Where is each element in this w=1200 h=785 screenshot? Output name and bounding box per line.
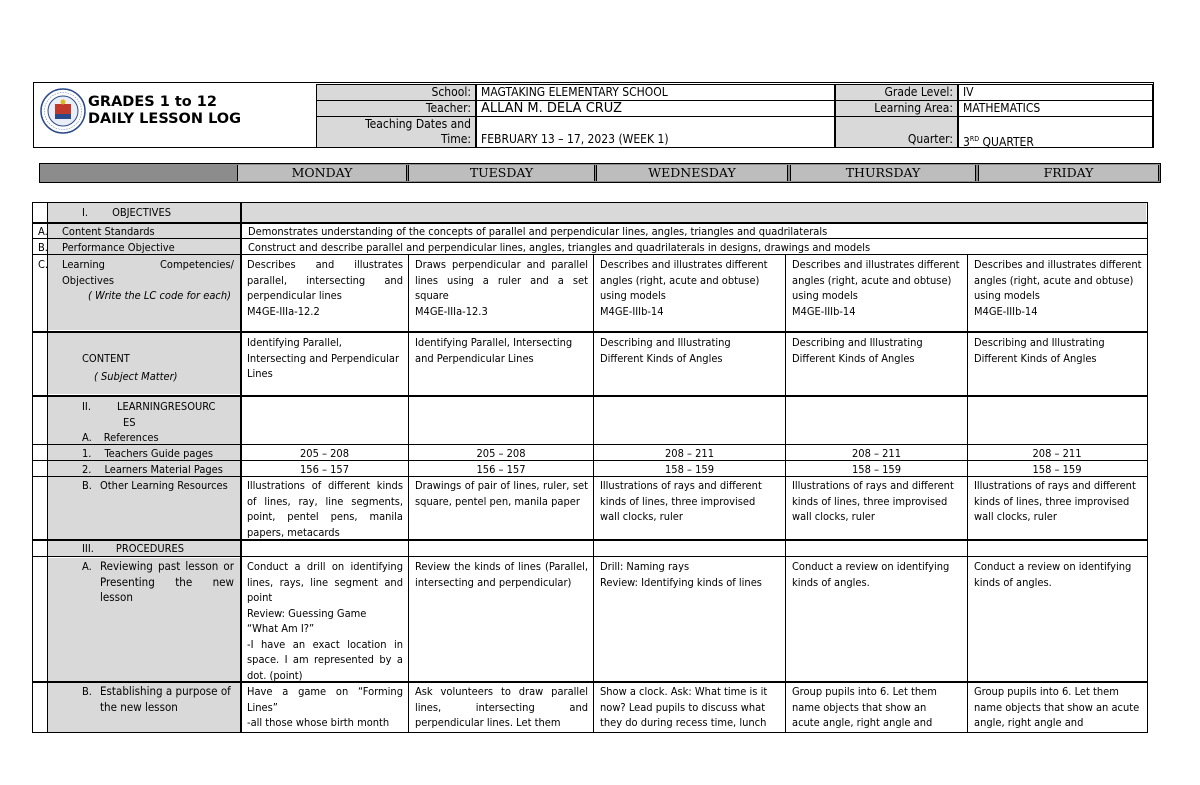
lm-wednesday: 158 – 159 bbox=[664, 463, 714, 476]
tg-friday: 208 – 211 bbox=[1032, 447, 1082, 460]
procedures-label: PROCEDURES bbox=[115, 542, 184, 555]
resources-label-cont: ES bbox=[123, 415, 136, 429]
competencies-note: ( Write the LC code for each) bbox=[88, 289, 231, 302]
competency-code: M4GE-IIIb-14 bbox=[792, 304, 856, 318]
purpose-tuesday: Ask volunteers to draw parallel lines, intersecting and perpendicular lines. Let them bbox=[415, 685, 588, 729]
resources-num: II. bbox=[82, 400, 91, 413]
procedures-heading bbox=[78, 540, 238, 558]
references-label: References bbox=[103, 431, 159, 444]
quarter-number: 3 bbox=[963, 135, 970, 149]
deped-seal-icon bbox=[40, 88, 86, 134]
review-friday: Conduct a review on identifying kinds of angles. bbox=[974, 560, 1132, 589]
competency-text: Describes and illustrates different angles (right, acute and obtuse) using models bbox=[792, 258, 960, 302]
review-monday: Conduct a drill on identifying lines, rays, line segment and point Review: Guessing Game “What Am I?” -I have an exact location in space. I am represented by a dot. (point) bbox=[247, 560, 403, 682]
purpose-monday: Have a game on “Forming Lines” -all those whose birth month bbox=[247, 685, 403, 729]
objectives-heading bbox=[78, 204, 238, 222]
grade-label: Grade Level: bbox=[835, 84, 958, 101]
competency-wednesday bbox=[596, 256, 784, 320]
content-thursday: Describing and Illustrating Different Kinds of Angles bbox=[792, 336, 923, 365]
purpose-thursday: Group pupils into 6. Let them name objects that show an acute angle, right angle and bbox=[792, 685, 937, 729]
other-wednesday: Illustrations of rays and different kinds of lines, three improvised wall clocks, ruler bbox=[600, 479, 762, 523]
competency-monday bbox=[243, 256, 407, 320]
lm-thursday: 158 – 159 bbox=[851, 463, 901, 476]
review-thursday: Conduct a review on identifying kinds of angles. bbox=[792, 560, 950, 589]
other-monday: Illustrations of different kinds of lines, ray, line segments, point, pentel pens, manila papers, metacards bbox=[247, 479, 403, 539]
competency-code: M4GE-IIIa-12.2 bbox=[247, 304, 320, 318]
tg-monday: 205 – 208 bbox=[299, 447, 349, 460]
dates-label bbox=[316, 116, 476, 148]
tg-thursday: 208 – 211 bbox=[851, 447, 901, 460]
teacher-label: Teacher: bbox=[316, 100, 476, 117]
review-num: A. bbox=[82, 560, 92, 573]
review-tuesday: Review the kinds of lines (Parallel, intersecting and perpendicular) bbox=[415, 560, 588, 589]
resources-heading bbox=[78, 398, 238, 447]
day-monday: MONDAY bbox=[237, 165, 407, 181]
performance-value: Construct and describe parallel and perpendicular lines, angles, triangles and quadrilaterals in designs, drawings and models bbox=[248, 241, 871, 254]
day-thursday: THURSDAY bbox=[790, 165, 976, 181]
page-title bbox=[88, 94, 241, 128]
lm-num: 2. bbox=[82, 463, 92, 476]
competency-thursday bbox=[788, 256, 966, 320]
content-subheading: ( Subject Matter) bbox=[94, 369, 178, 383]
dates-value: FEBRUARY 13 – 17, 2023 (WEEK 1) bbox=[476, 116, 835, 148]
title-line-1: GRADES 1 to 12 bbox=[88, 94, 217, 110]
tg-label bbox=[78, 445, 238, 463]
competencies-label-line-2: Objectives bbox=[62, 273, 115, 287]
day-wednesday: WEDNESDAY bbox=[596, 165, 788, 181]
content-monday: Identifying Parallel, Intersecting and Perpendicular Lines bbox=[247, 336, 400, 380]
competencies-label bbox=[58, 256, 238, 305]
purpose-friday: Group pupils into 6. Let them name objects that show an acute angle, right angle and bbox=[974, 685, 1140, 729]
competency-code: M4GE-IIIb-14 bbox=[600, 304, 664, 318]
competency-code: M4GE-IIIb-14 bbox=[974, 304, 1038, 318]
other-label: Other Learning Resources bbox=[100, 479, 228, 492]
objectives-label: OBJECTIVES bbox=[112, 206, 171, 219]
other-tuesday: Drawings of pair of lines, ruler, set square, pentel pen, manila paper bbox=[415, 479, 588, 508]
competencies-num: C. bbox=[38, 258, 49, 271]
lm-text: Learners Material Pages bbox=[104, 463, 223, 476]
area-label: Learning Area: bbox=[835, 100, 958, 117]
lm-label bbox=[78, 461, 238, 479]
competency-text: Draws perpendicular and parallel lines using a ruler and a set square bbox=[415, 258, 588, 302]
quarter-suffix: RD bbox=[969, 135, 980, 143]
content-tuesday: Identifying Parallel, Intersecting and Perpendicular Lines bbox=[415, 336, 573, 365]
performance-num: B. bbox=[38, 241, 48, 254]
resources-label: LEARNINGRESOURC bbox=[116, 400, 216, 413]
quarter-value bbox=[958, 116, 1153, 148]
content-label bbox=[78, 350, 238, 385]
competency-text: Describes and illustrates different angles (right, acute and obtuse) using models bbox=[974, 258, 1142, 302]
other-thursday: Illustrations of rays and different kinds of lines, three improvised wall clocks, ruler bbox=[792, 479, 954, 523]
objectives-num: I. bbox=[82, 206, 89, 219]
review-label: Reviewing past lesson or Presenting the new lesson bbox=[100, 559, 234, 604]
objectives-row-bg bbox=[240, 203, 1146, 222]
competency-tuesday bbox=[411, 256, 592, 320]
performance-label: Performance Objective bbox=[62, 241, 175, 254]
tg-text: Teachers Guide pages bbox=[104, 447, 214, 460]
content-standards-num: A. bbox=[38, 225, 48, 238]
title-line-2: DAILY LESSON LOG bbox=[88, 111, 242, 127]
tg-num: 1. bbox=[82, 447, 92, 460]
lm-friday: 158 – 159 bbox=[1032, 463, 1082, 476]
lm-tuesday: 156 – 157 bbox=[476, 463, 526, 476]
day-friday: FRIDAY bbox=[978, 165, 1159, 181]
school-label: School: bbox=[316, 84, 476, 101]
grade-value: IV bbox=[958, 84, 1153, 101]
competency-text: Describes and illustrates parallel, intersecting and perpendicular lines bbox=[247, 258, 403, 302]
lm-monday: 156 – 157 bbox=[299, 463, 349, 476]
purpose-num: B. bbox=[82, 685, 92, 698]
school-value: MAGTAKING ELEMENTARY SCHOOL bbox=[476, 84, 835, 101]
competency-text: Describes and illustrates different angles (right, acute and obtuse) using models bbox=[600, 258, 768, 302]
quarter-label: Quarter: bbox=[835, 116, 958, 148]
dates-label-line-1: Teaching Dates and bbox=[365, 117, 471, 131]
content-standards-label: Content Standards bbox=[62, 225, 155, 238]
content-standards-value: Demonstrates understanding of the concepts of parallel and perpendicular lines, angles, triangles and quadrilaterals bbox=[248, 225, 828, 238]
procedures-num: III. bbox=[82, 542, 94, 555]
purpose-wednesday: Show a clock. Ask: What time is it now? Lead pupils to discuss what they do during recess time, lunch bbox=[600, 685, 768, 729]
area-value: MATHEMATICS bbox=[958, 100, 1153, 117]
dates-label-line-2: Time: bbox=[440, 132, 471, 146]
competency-friday bbox=[970, 256, 1146, 320]
teacher-value: ALLAN M. DELA CRUZ bbox=[476, 100, 835, 117]
competencies-label-line-1: Learning Competencies/ bbox=[62, 258, 234, 271]
other-num: B. bbox=[82, 479, 92, 492]
tg-wednesday: 208 – 211 bbox=[664, 447, 714, 460]
purpose-label: Establishing a purpose of the new lesson bbox=[100, 684, 231, 714]
other-friday: Illustrations of rays and different kinds of lines, three improvised wall clocks, ruler bbox=[974, 479, 1136, 523]
content-friday: Describing and Illustrating Different Kinds of Angles bbox=[974, 336, 1105, 365]
competency-code: M4GE-IIIa-12.3 bbox=[415, 304, 488, 318]
day-tuesday: TUESDAY bbox=[408, 165, 595, 181]
references-num: A. bbox=[82, 431, 92, 444]
content-heading: CONTENT bbox=[82, 352, 130, 365]
content-wednesday: Describing and Illustrating Different Kinds of Angles bbox=[600, 336, 731, 365]
tg-tuesday: 205 – 208 bbox=[476, 447, 526, 460]
review-wednesday: Drill: Naming rays Review: Identifying kinds of lines bbox=[600, 560, 762, 589]
quarter-text: QUARTER bbox=[979, 135, 1034, 149]
